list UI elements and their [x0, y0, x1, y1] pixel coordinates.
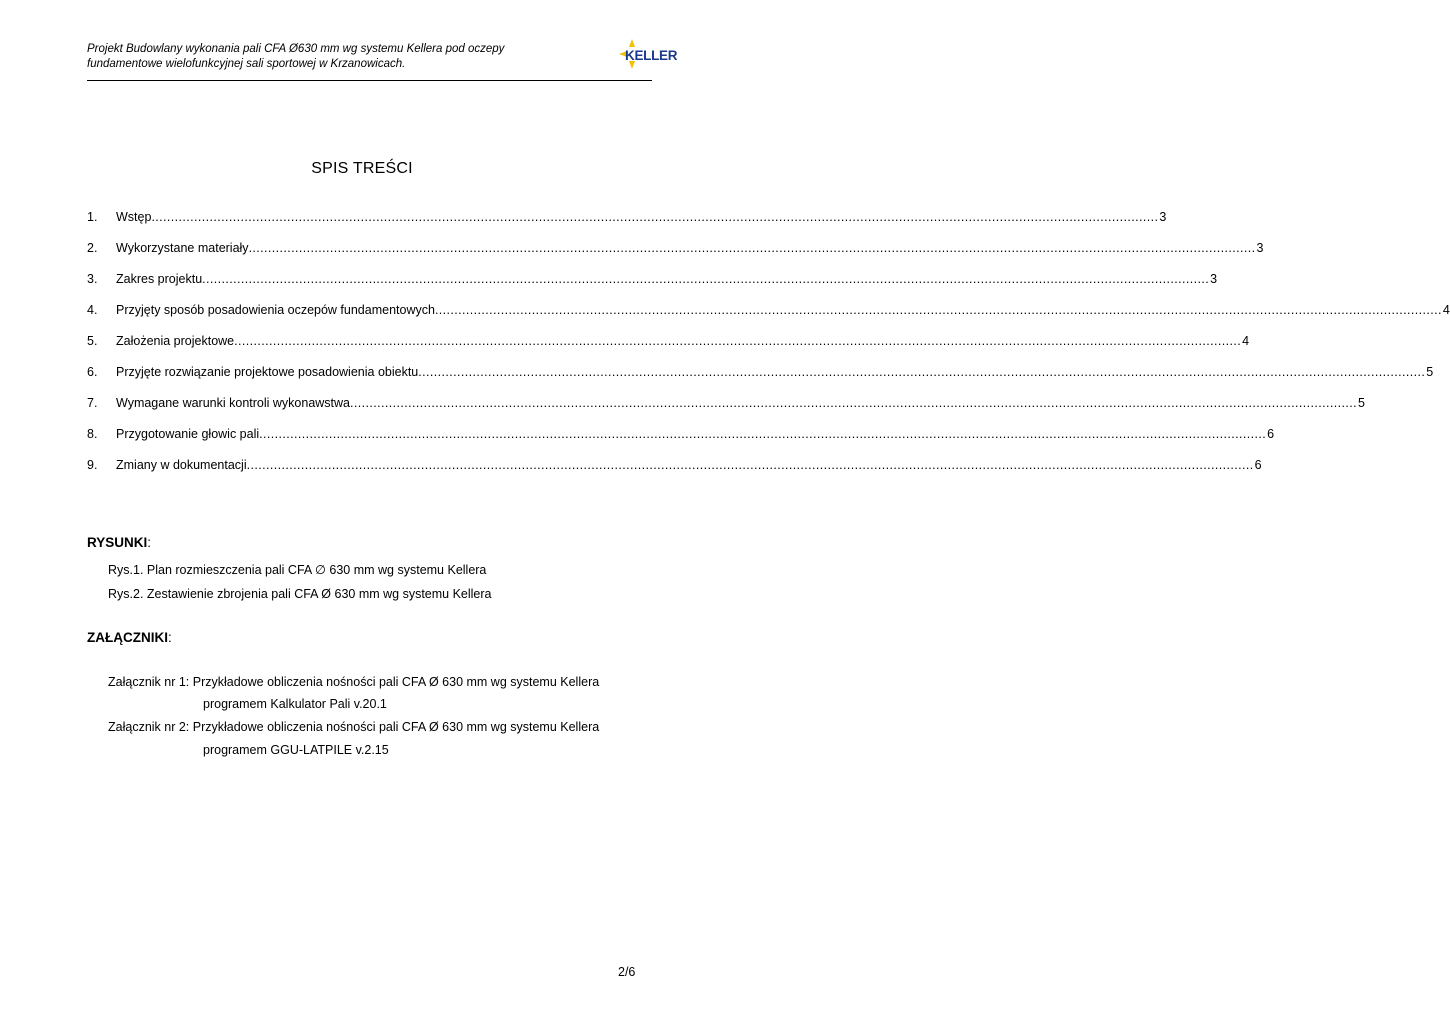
toc-entry-title: Założenia projektowe — [116, 334, 235, 348]
toc-entry-page: 6 — [1254, 458, 1262, 472]
table-of-contents — [87, 210, 1450, 489]
toc-title: SPIS TREŚCI — [311, 160, 413, 177]
toc-dot-leader: .................................................................................................................................................................................................................................................................... — [434, 303, 1442, 317]
toc-dot-leader: .................................................................................................................................................................................................................................................................... — [248, 241, 1256, 255]
toc-entry-number: 6. — [87, 365, 98, 379]
toc-dot-leader: .................................................................................................................................................................................................................................................................... — [259, 427, 1267, 441]
toc-entry-title: Przygotowanie głowic pali — [116, 427, 260, 441]
toc-entry-page: 6 — [1267, 427, 1275, 441]
document-header — [87, 42, 607, 72]
toc-dot-leader: .................................................................................................................................................................................................................................................................... — [246, 458, 1254, 472]
toc-dot-leader: .................................................................................................................................................................................................................................................................... — [202, 272, 1210, 286]
header-line-2: fundamentowe wielofunkcyjnej sali sportowej w Krzanowicach. — [87, 58, 406, 70]
toc-entry[interactable] — [87, 458, 1262, 489]
header-line-1: Projekt Budowlany wykonania pali CFA Ø630 mm wg systemu Kellera pod oczepy — [87, 43, 505, 55]
toc-entry-number: 5. — [87, 334, 98, 348]
toc-entry-page: 4 — [1442, 303, 1450, 317]
toc-dot-leader: .................................................................................................................................................................................................................................................................... — [234, 334, 1242, 348]
toc-entry[interactable] — [87, 334, 1250, 365]
logo-text: KELLER — [625, 48, 678, 63]
drawing-item-1: Rys.1. Plan rozmieszczenia pali CFA ∅ 630 mm wg systemu Kellera — [108, 563, 487, 577]
toc-entry-number: 1. — [87, 210, 98, 224]
toc-dot-leader: .................................................................................................................................................................................................................................................................... — [350, 396, 1357, 410]
attachments-heading — [87, 630, 172, 645]
page-number: 2/6 — [618, 965, 636, 979]
toc-entry-page: 3 — [1256, 241, 1264, 255]
attachments-heading-text: ZAŁĄCZNIKI — [87, 630, 168, 645]
drawings-heading-colon: : — [147, 535, 152, 550]
toc-entry-number: 4. — [87, 303, 98, 317]
toc-dot-leader: .................................................................................................................................................................................................................................................................... — [418, 365, 1426, 379]
drawings-heading-text: RYSUNKI — [87, 535, 148, 550]
toc-entry-title: Wymagane warunki kontroli wykonawstwa — [116, 396, 351, 410]
toc-entry-title: Wstęp — [116, 210, 152, 224]
toc-entry-page: 4 — [1242, 334, 1250, 348]
drawing-item-2: Rys.2. Zestawienie zbrojenia pali CFA Ø 630 mm wg systemu Kellera — [108, 587, 492, 601]
attachment-item-1-cont: programem Kalkulator Pali v.20.1 — [203, 697, 387, 711]
toc-entry-page: 3 — [1210, 272, 1218, 286]
toc-entry[interactable] — [87, 210, 1167, 241]
toc-entry-number: 7. — [87, 396, 98, 410]
header-divider — [87, 80, 652, 81]
toc-entry[interactable] — [87, 427, 1275, 458]
toc-entry[interactable] — [87, 396, 1365, 427]
toc-entry-page: 5 — [1357, 396, 1365, 410]
toc-entry-number: 2. — [87, 241, 98, 255]
toc-entry-title: Przyjęte rozwiązanie projektowe posadowienia obiektu — [116, 365, 419, 379]
toc-entry-title: Zmiany w dokumentacji — [116, 458, 247, 472]
toc-entry-number: 8. — [87, 427, 98, 441]
toc-entry[interactable] — [87, 272, 1218, 303]
toc-entry-title: Zakres projektu — [116, 272, 203, 286]
toc-entry[interactable] — [87, 365, 1434, 396]
attachments-heading-colon: : — [168, 630, 172, 645]
toc-entry-title: Wykorzystane materiały — [116, 241, 249, 255]
drawings-heading — [87, 535, 151, 550]
toc-entry-title: Przyjęty sposób posadowienia oczepów fundamentowych — [116, 303, 435, 317]
toc-entry[interactable] — [87, 241, 1264, 272]
toc-entry-page: 5 — [1426, 365, 1434, 379]
keller-logo — [618, 38, 698, 70]
toc-entry-number: 3. — [87, 272, 98, 286]
toc-entry-page: 3 — [1159, 210, 1167, 224]
toc-entry[interactable] — [87, 303, 1450, 334]
attachment-item-2: Załącznik nr 2: Przykładowe obliczenia nośności pali CFA Ø 630 mm wg systemu Kellera — [108, 720, 600, 734]
attachment-item-1: Załącznik nr 1: Przykładowe obliczenia nośności pali CFA Ø 630 mm wg systemu Kellera — [108, 675, 600, 689]
toc-dot-leader: .................................................................................................................................................................................................................................................................... — [151, 210, 1159, 224]
toc-entry-number: 9. — [87, 458, 98, 472]
attachment-item-2-cont: programem GGU-LATPILE v.2.15 — [203, 743, 389, 757]
